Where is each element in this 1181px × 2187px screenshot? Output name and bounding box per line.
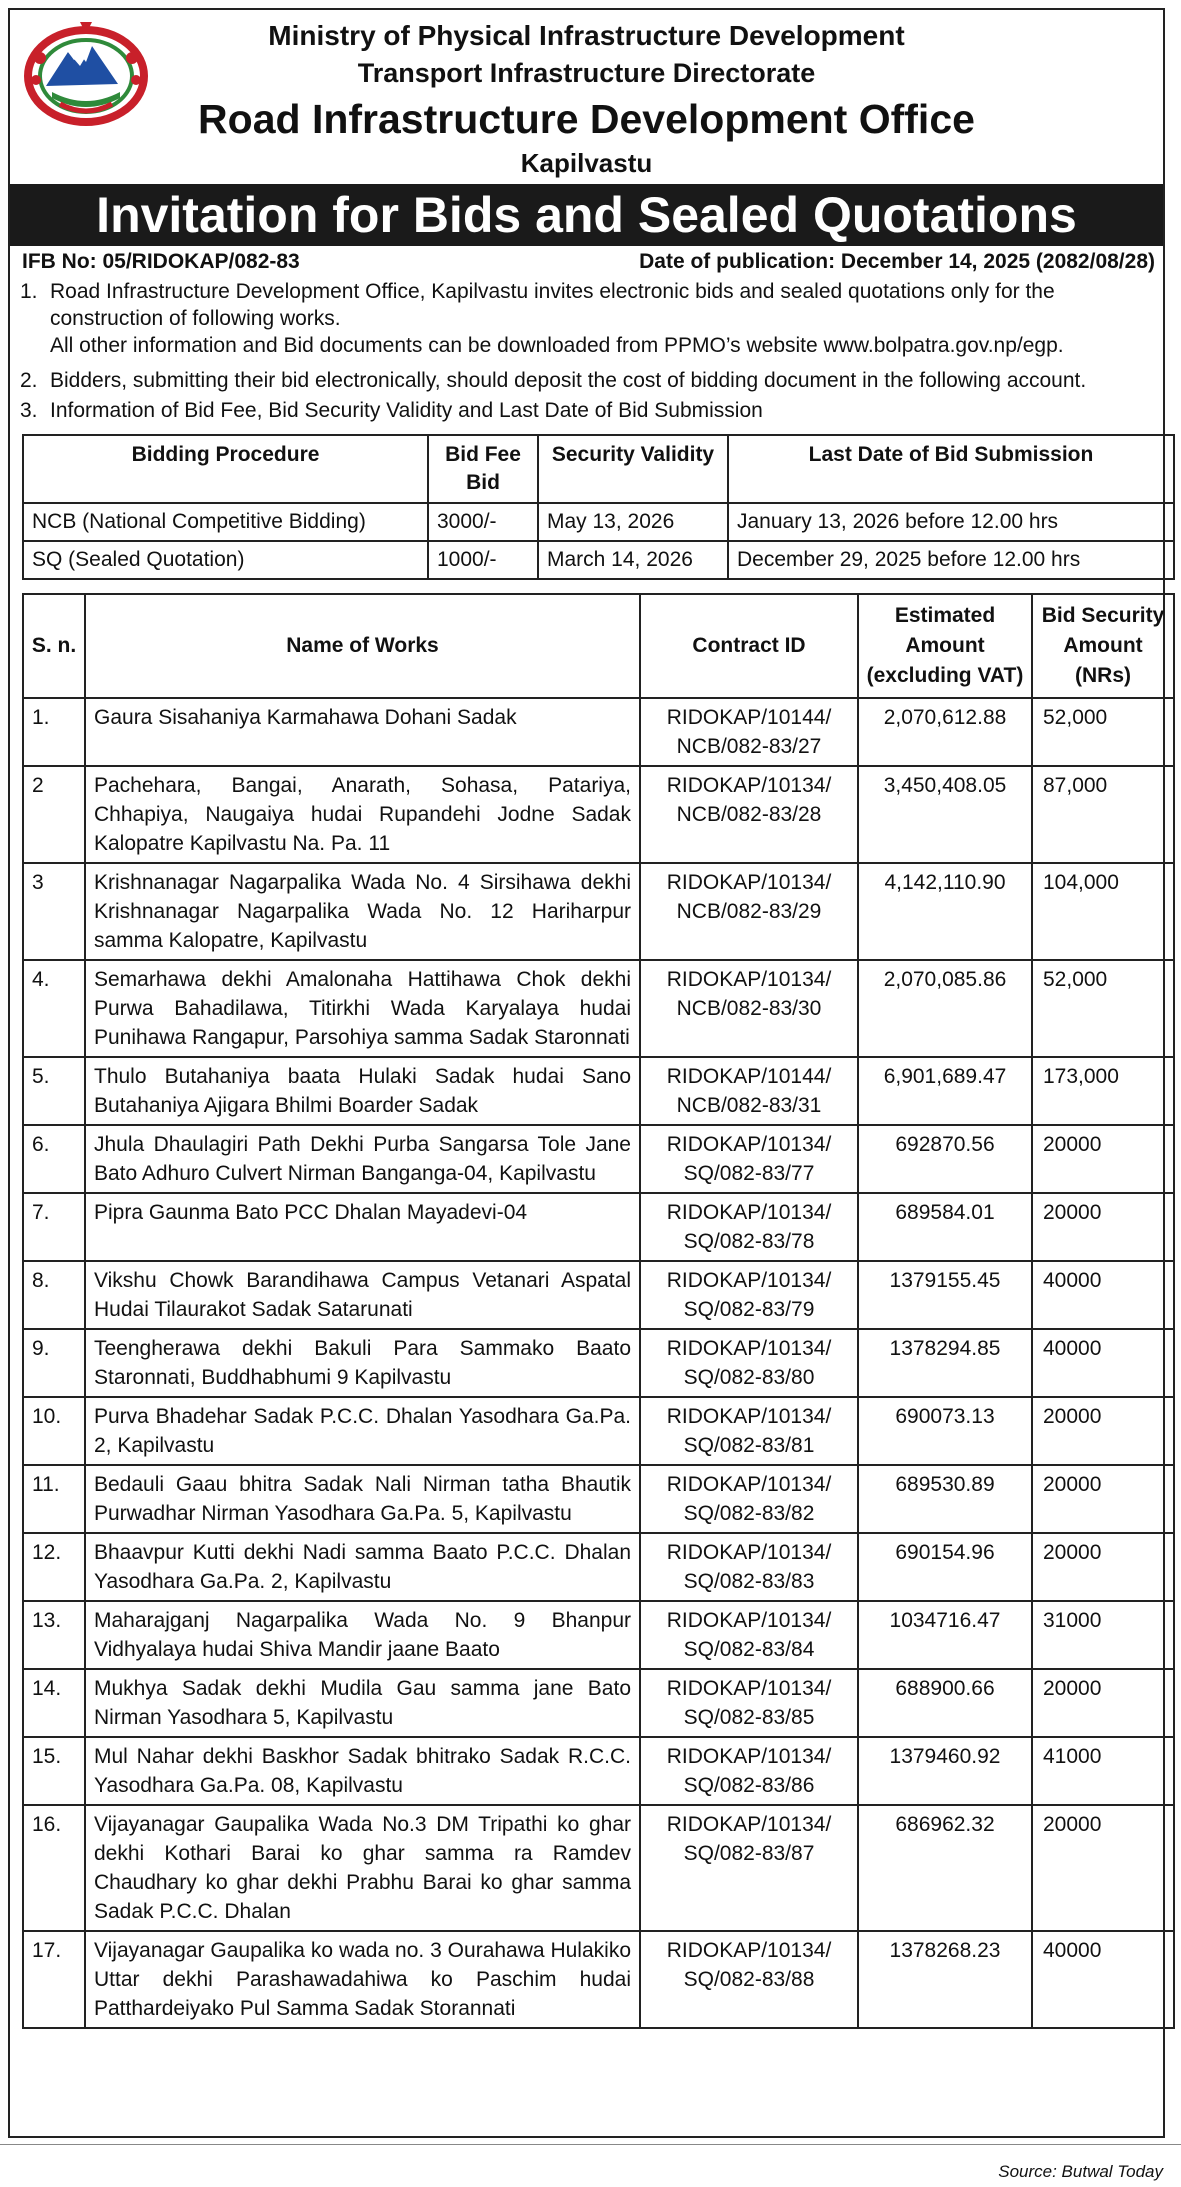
estimated-amount-cell: 690073.13 [858,1397,1032,1465]
bidding-procedure-cell: SQ (Sealed Quotation) [23,541,428,579]
header-last-date: Last Date of Bid Submission [728,435,1174,503]
bid-security-cell: 20000 [1032,1397,1174,1465]
office-location: Kapilvastu [520,148,653,178]
serial-number-cell: 4. [23,960,85,1057]
work-name-cell: Bhaavpur Kutti dekhi Nadi samma Baato P.C.C. Dhalan Yasodhara Ga.Pa. 2, Kapilvastu [85,1533,640,1601]
bid-security-cell: 40000 [1032,1329,1174,1397]
paragraph-text: Information of Bid Fee, Bid Security Validity and Last Date of Bid Submission [50,399,763,422]
serial-number-cell: 7. [23,1193,85,1261]
work-name-cell: Mul Nahar dekhi Baskhor Sadak bhitrako Sadak R.C.C. Yasodhara Ga.Pa. 08, Kapilvastu [85,1737,640,1805]
contract-id-cell: RIDOKAP/10134/ SQ/082-83/85 [640,1669,858,1737]
source-credit: Source: Butwal Today [998,2162,1163,2181]
ifb-number: IFB No: 05/RIDOKAP/082-83 [22,250,300,273]
bid-security-cell: 52,000 [1032,698,1174,766]
paragraph-extra: All other information and Bid documents can be downloaded from PPMO’s website www.bolpatra.gov.np/egp. [50,334,1064,357]
serial-number-cell: 16. [23,1805,85,1931]
serial-number-cell: 15. [23,1737,85,1805]
table-row [23,766,1174,863]
bidding-procedure-cell: NCB (National Competitive Bidding) [23,503,428,541]
serial-number-cell: 5. [23,1057,85,1125]
table-row [23,698,1174,766]
header-security-validity: Security Validity [538,435,728,503]
estimated-amount-cell: 692870.56 [858,1125,1032,1193]
office-name: Road Infrastructure Development Office [198,96,975,142]
bid-security-cell: 173,000 [1032,1057,1174,1125]
table-row [23,1931,1174,2028]
paragraph-text: Road Infrastructure Development Office, Kapilvastu invites electronic bids and sealed quotations only for the construction of following works. [50,280,1055,330]
bid-security-cell: 20000 [1032,1193,1174,1261]
serial-number-cell: 13. [23,1601,85,1669]
serial-number-cell: 2 [23,766,85,863]
work-name-cell: Mukhya Sadak dekhi Mudila Gau samma jane Bato Nirman Yasodhara 5, Kapilvastu [85,1669,640,1737]
work-name-cell: Teengherawa dekhi Bakuli Para Sammako Baato Staronnati, Buddhabhumi 9 Kapilvastu [85,1329,640,1397]
table-row [23,1601,1174,1669]
estimated-amount-cell: 690154.96 [858,1533,1032,1601]
serial-number-cell: 11. [23,1465,85,1533]
bid-security-cell: 20000 [1032,1125,1174,1193]
contract-id-cell: RIDOKAP/10134/ SQ/082-83/78 [640,1193,858,1261]
directorate-name: Transport Infrastructure Directorate [357,58,816,88]
serial-number-cell: 6. [23,1125,85,1193]
work-name-cell: Krishnanagar Nagarpalika Wada No. 4 Sirsihawa dekhi Krishnanagar Nagarpalika Wada No. 12 Hariharpur samma Kalopatre, Kapilvastu [85,863,640,960]
last-date-cell: December 29, 2025 before 12.00 hrs [728,541,1174,579]
work-name-cell: Gaura Sisahaniya Karmahawa Dohani Sadak [85,698,640,766]
serial-number-cell: 12. [23,1533,85,1601]
table-row [23,863,1174,960]
bid-info-header-row [23,435,1174,503]
paragraph-1 [20,278,1155,359]
contract-id-cell: RIDOKAP/10144/ NCB/082-83/27 [640,698,858,766]
contract-id-cell: RIDOKAP/10134/ NCB/082-83/29 [640,863,858,960]
estimated-amount-cell: 686962.32 [858,1805,1032,1931]
notice-header [10,10,1163,180]
serial-number-cell: 8. [23,1261,85,1329]
table-row [23,1397,1174,1465]
estimated-amount-cell: 689584.01 [858,1193,1032,1261]
bid-info-row [23,503,1174,541]
publication-date: Date of publication: December 14, 2025 (2082/08/28) [639,250,1155,273]
work-name-cell: Vijayanagar Gaupalika ko wada no. 3 Ourahawa Hulakiko Uttar dekhi Parashawadahiwa ko Paschim hudai Patthardeiyako Pul Samma Sadak Storannati [85,1931,640,2028]
table-row [23,1329,1174,1397]
table-row [23,1533,1174,1601]
bid-security-cell: 104,000 [1032,863,1174,960]
work-name-cell: Vijayanagar Gaupalika Wada No.3 DM Tripathi ko ghar dekhi Kothari Barai ko ghar samma ra Ramdev Chaudhary ko ghar dekhi Prabhu Barai ko ghar samma Sadak P.C.C. Dhalan [85,1805,640,1931]
bid-security-cell: 31000 [1032,1601,1174,1669]
serial-number-cell: 14. [23,1669,85,1737]
estimated-amount-cell: 6,901,689.47 [858,1057,1032,1125]
notice-page [8,8,1165,2138]
paragraph-text: Bidders, submitting their bid electronically, should deposit the cost of bidding document in the following account. [50,369,1087,392]
paragraph-number: 3. [20,399,38,422]
bid-info-row [23,541,1174,579]
estimated-amount-cell: 4,142,110.90 [858,863,1032,960]
contract-id-cell: RIDOKAP/10134/ SQ/082-83/80 [640,1329,858,1397]
bid-security-cell: 52,000 [1032,960,1174,1057]
table-row [23,1669,1174,1737]
security-validity-cell: May 13, 2026 [538,503,728,541]
bid-security-cell: 40000 [1032,1931,1174,2028]
table-row [23,1261,1174,1329]
estimated-amount-cell: 1379460.92 [858,1737,1032,1805]
estimated-amount-cell: 1034716.47 [858,1601,1032,1669]
estimated-amount-cell: 689530.89 [858,1465,1032,1533]
paragraph-number: 2. [20,369,38,392]
work-name-cell: Bedauli Gaau bhitra Sadak Nali Nirman tatha Bhautik Purwadhar Nirman Yasodhara Ga.Pa. 5, Kapilvastu [85,1465,640,1533]
last-date-cell: January 13, 2026 before 12.00 hrs [728,503,1174,541]
contract-id-cell: RIDOKAP/10134/ SQ/082-83/87 [640,1805,858,1931]
ministry-name: Ministry of Physical Infrastructure Development [268,20,905,51]
estimated-amount-cell: 3,450,408.05 [858,766,1032,863]
contract-id-cell: RIDOKAP/10134/ SQ/082-83/82 [640,1465,858,1533]
header-serial-number: S. n. [23,594,85,698]
contract-id-cell: RIDOKAP/10134/ NCB/082-83/28 [640,766,858,863]
estimated-amount-cell: 1378294.85 [858,1329,1032,1397]
table-row [23,1125,1174,1193]
contract-id-cell: RIDOKAP/10134/ SQ/082-83/88 [640,1931,858,2028]
contract-id-cell: RIDOKAP/10134/ SQ/082-83/77 [640,1125,858,1193]
serial-number-cell: 1. [23,698,85,766]
work-name-cell: Vikshu Chowk Barandihawa Campus Vetanari Aspatal Hudai Tilaurakot Sadak Satarunati [85,1261,640,1329]
bid-security-cell: 20000 [1032,1465,1174,1533]
bid-security-cell: 20000 [1032,1533,1174,1601]
works-header-row [23,594,1174,698]
bid-security-cell: 87,000 [1032,766,1174,863]
contract-id-cell: RIDOKAP/10134/ SQ/082-83/86 [640,1737,858,1805]
contract-id-cell: RIDOKAP/10144/ NCB/082-83/31 [640,1057,858,1125]
bid-fee-cell: 3000/- [428,503,538,541]
contract-id-cell: RIDOKAP/10134/ SQ/082-83/79 [640,1261,858,1329]
work-name-cell: Jhula Dhaulagiri Path Dekhi Purba Sangarsa Tole Jane Bato Adhuro Culvert Nirman Banganga-04, Kapilvastu [85,1125,640,1193]
bid-security-cell: 41000 [1032,1737,1174,1805]
bid-fee-cell: 1000/- [428,541,538,579]
table-row [23,960,1174,1057]
estimated-amount-cell: 1378268.23 [858,1931,1032,2028]
security-validity-cell: March 14, 2026 [538,541,728,579]
work-name-cell: Semarhawa dekhi Amalonaha Hattihawa Chok dekhi Purwa Bahadilawa, Titirkhi Wada Karyalaya hudai Punihawa Rangapur, Parsohiya samma Sadak Staronnati [85,960,640,1057]
estimated-amount-cell: 688900.66 [858,1669,1032,1737]
paragraph-2 [20,367,1155,394]
work-name-cell: Purva Bhadehar Sadak P.C.C. Dhalan Yasodhara Ga.Pa. 2, Kapilvastu [85,1397,640,1465]
header-contract-id: Contract ID [640,594,858,698]
paragraph-3 [20,397,1155,424]
bid-security-cell: 40000 [1032,1261,1174,1329]
header-bid-fee: Bid Fee Bid [428,435,538,503]
header-bid-security: Bid Security Amount (NRs) [1032,594,1174,698]
notice-title-banner: Invitation for Bids and Sealed Quotations [10,184,1163,246]
work-name-cell: Maharajganj Nagarpalika Wada No. 9 Bhanpur Vidhyalaya hudai Shiva Mandir jaane Baato [85,1601,640,1669]
contract-id-cell: RIDOKAP/10134/ NCB/082-83/30 [640,960,858,1057]
table-row [23,1057,1174,1125]
ifb-line [22,250,1155,274]
work-name-cell: Pachehara, Bangai, Anarath, Sohasa, Patariya, Chhapiya, Naugaiya hudai Rupandehi Jodne Sadak Kalopatre Kapilvastu Na. Pa. 11 [85,766,640,863]
header-bidding-procedure: Bidding Procedure [23,435,428,503]
contract-id-cell: RIDOKAP/10134/ SQ/082-83/83 [640,1533,858,1601]
serial-number-cell: 17. [23,1931,85,2028]
estimated-amount-cell: 2,070,085.86 [858,960,1032,1057]
table-row [23,1737,1174,1805]
paragraph-number: 1. [20,280,38,303]
work-name-cell: Thulo Butahaniya baata Hulaki Sadak hudai Sano Butahaniya Ajigara Bhilmi Boarder Sadak [85,1057,640,1125]
footer-divider [0,2144,1181,2145]
serial-number-cell: 10. [23,1397,85,1465]
contract-id-cell: RIDOKAP/10134/ SQ/082-83/81 [640,1397,858,1465]
bid-info-table [22,434,1175,580]
estimated-amount-cell: 1379155.45 [858,1261,1032,1329]
serial-number-cell: 9. [23,1329,85,1397]
header-estimated-amount: Estimated Amount (excluding VAT) [858,594,1032,698]
bid-security-cell: 20000 [1032,1669,1174,1737]
table-row [23,1193,1174,1261]
serial-number-cell: 3 [23,863,85,960]
table-row [23,1805,1174,1931]
works-table [22,593,1175,2029]
bid-security-cell: 20000 [1032,1805,1174,1931]
table-row [23,1465,1174,1533]
estimated-amount-cell: 2,070,612.88 [858,698,1032,766]
contract-id-cell: RIDOKAP/10134/ SQ/082-83/84 [640,1601,858,1669]
work-name-cell: Pipra Gaunma Bato PCC Dhalan Mayadevi-04 [85,1193,640,1261]
header-name-of-works: Name of Works [85,594,640,698]
